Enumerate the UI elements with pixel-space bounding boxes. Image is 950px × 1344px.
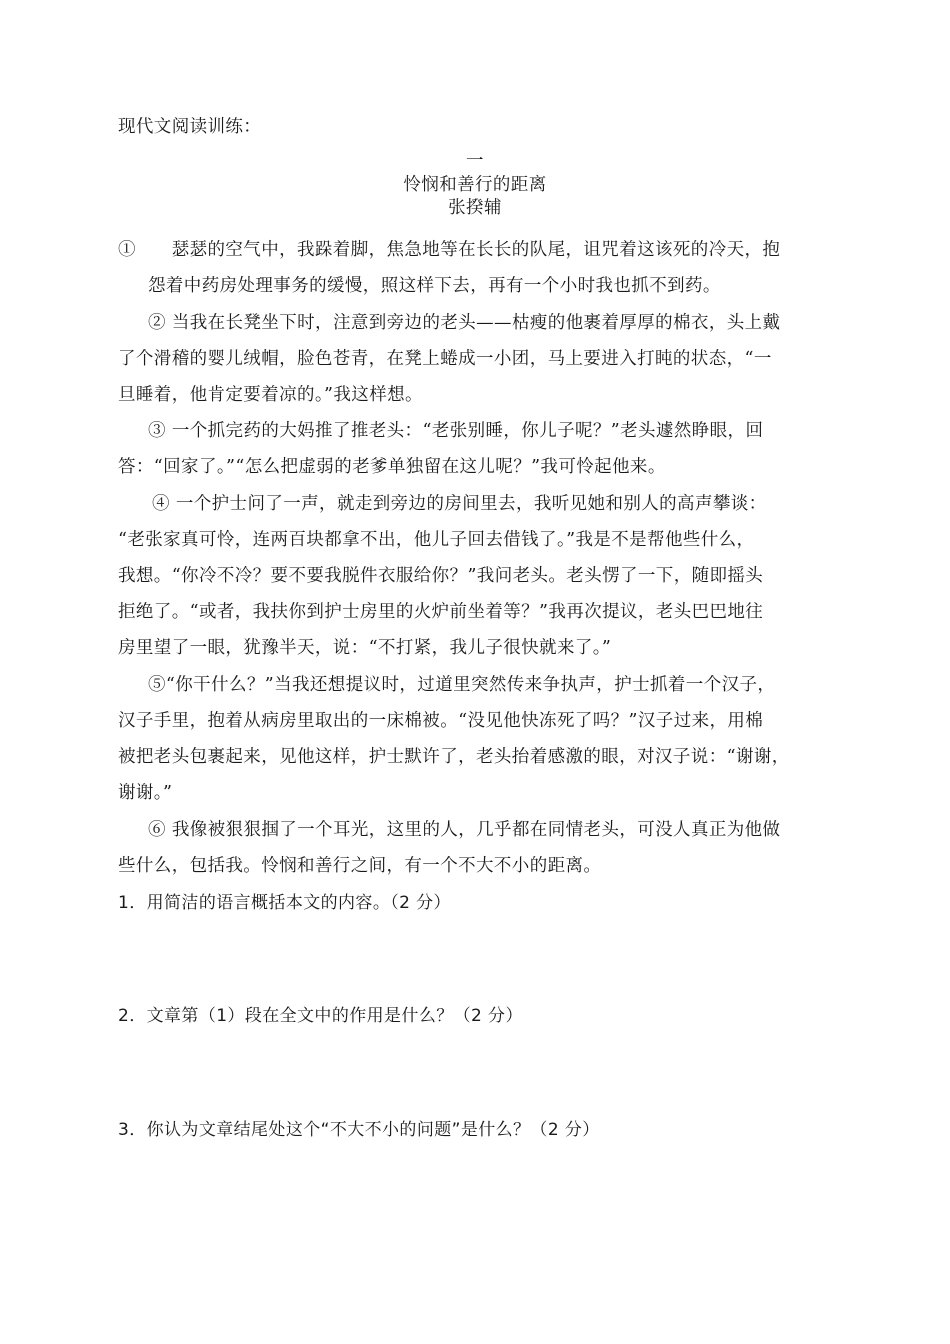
paragraph-6-line: ⑥ 我像被狠狠掴了一个耳光，这里的人，几乎都在同情老头，可没人真正为他做 bbox=[148, 820, 781, 840]
paragraph-5-line: 被把老头包裹起来，见他这样，护士默许了，老头抬着感激的眼，对汉子说：“谢谢， bbox=[118, 747, 790, 767]
article-number: 一 bbox=[466, 151, 484, 171]
paragraph-4-line: 我想。“你冷不冷？要不要我脱件衣服给你？”我问老头。老头愣了一下，随即摇头 bbox=[118, 566, 764, 586]
article-title: 怜悯和善行的距离 bbox=[403, 175, 547, 195]
paragraph-3-line: 答：“回家了。”“怎么把虚弱的老爹单独留在这儿呢？”我可怜起他来。 bbox=[118, 457, 666, 477]
paragraph-5-line: ⑤“你干什么？”当我还想提议时，过道里突然传来争执声，护士抓着一个汉子， bbox=[148, 675, 776, 695]
paragraph-2-line: 旦睡着，他肯定要着凉的。”我这样想。 bbox=[118, 385, 423, 405]
section-heading: 现代文阅读训练： bbox=[118, 117, 262, 137]
paragraph-6-line: 些什么，包括我。怜悯和善行之间，有一个不大不小的距离。 bbox=[118, 856, 602, 876]
paragraph-4-line: ④ 一个护士问了一声，就走到旁边的房间里去，我听见她和别人的高声攀谈： bbox=[152, 494, 767, 514]
paragraph-5-line: 汉子手里，抱着从病房里取出的一床棉被。“没见他快冻死了吗？”汉子过来，用棉 bbox=[118, 711, 764, 731]
paragraph-4-line: 拒绝了。“或者，我扶你到护士房里的火炉前坐着等？”我再次提议，老头巴巴地往 bbox=[118, 602, 764, 622]
paragraph-1-line: ① 瑟瑟的空气中，我跺着脚，焦急地等在长长的队尾，诅咒着这该死的冷天，抱 bbox=[118, 240, 781, 260]
question-1: 1．用简洁的语言概括本文的内容。（2 分） bbox=[118, 893, 451, 913]
paragraph-2-line: ② 当我在长凳坐下时，注意到旁边的老头——枯瘦的他裹着厚厚的棉衣，头上戴 bbox=[148, 313, 781, 333]
paragraph-4-line: “老张家真可怜，连两百块都拿不出，他儿子回去借钱了。”我是不是帮他些什么， bbox=[118, 530, 755, 550]
question-3: 3．你认为文章结尾处这个“不大不小的问题”是什么？（2 分） bbox=[118, 1120, 600, 1140]
paragraph-4-line: 房里望了一眼，犹豫半天，说：“不打紧，我儿子很快就来了。” bbox=[118, 638, 612, 658]
paragraph-1-line: 怨着中药房处理事务的缓慢，照这样下去，再有一个小时我也抓不到药。 bbox=[148, 276, 721, 296]
paragraph-3-line: ③ 一个抓完药的大妈推了推老头：“老张别睡，你儿子呢？”老头遽然睁眼，回 bbox=[148, 421, 764, 441]
question-2: 2．文章第（1）段在全文中的作用是什么？（2 分） bbox=[118, 1006, 523, 1026]
article-author: 张揆辅 bbox=[448, 198, 502, 218]
paragraph-2-line: 了个滑稽的婴儿绒帽，脸色苍青，在凳上蜷成一小团，马上要进入打盹的状态，“一 bbox=[118, 349, 772, 369]
paragraph-5-line: 谢谢。” bbox=[118, 783, 173, 803]
